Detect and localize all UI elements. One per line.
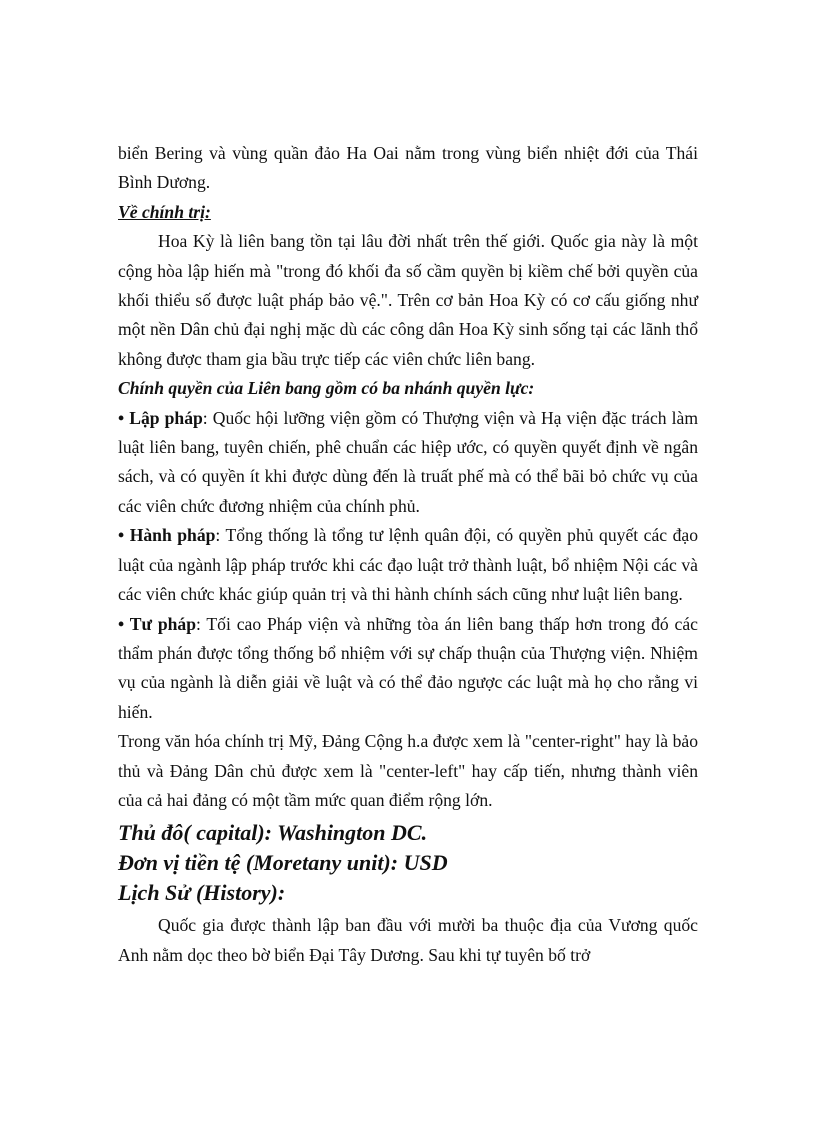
- bullet-mark: •: [118, 525, 125, 546]
- bullet-mark: •: [118, 407, 125, 428]
- branch-text: : Tối cao Pháp viện và những tòa án liên bang thấp hơn trong đó các thẩm phán được tổng thống bổ nhiệm với sự chấp thuận của Thượng viện. Nhiệm vụ của ngành là diễn giải về luật và có thể đảo ngược các luật mà họ cho rằng vi hiến.: [118, 613, 698, 722]
- bullet-mark: •: [118, 613, 125, 634]
- branch-term: Lập pháp: [129, 407, 203, 428]
- politics-paragraph: Hoa Kỳ là liên bang tồn tại lâu đời nhất trên thế giới. Quốc gia này là một cộng hòa lập hiến mà "trong đó khối đa số cầm quyền bị kiềm chế bởi quyền của khối thiểu số được luật pháp bảo vệ.". Trên cơ bản Hoa Kỳ có cơ cấu giống như một nền Dân chủ đại nghị mặc dù các công dân Hoa Kỳ sinh sống tại các lãnh thổ không được tham gia bầu trực tiếp các viên chức liên bang.: [118, 231, 698, 369]
- politics-closing: Trong văn hóa chính trị Mỹ, Đảng Cộng h.a được xem là "center-right" hay là bảo thủ và Đảng Dân chủ được xem là "center-left" hay cấp tiến, nhưng thành viên của cả hai đảng có một tầm mức quan điểm rộng lớn.: [118, 731, 698, 810]
- branch-text: : Quốc hội lưỡng viện gồm có Thượng viện và Hạ viện đặc trách làm luật liên bang, tuyên chiến, phê chuẩn các hiệp ước, có quyền quyết định về ngân sách, và có quyền ít khi được dùng đến là truất phế mà có thể bãi bỏ chức vụ của các viên chức đương nhiệm của chính phủ.: [118, 407, 699, 516]
- politics-heading: Về chính trị:: [118, 201, 211, 222]
- document-body: [118, 139, 698, 970]
- branch-term: Hành pháp: [129, 525, 216, 546]
- history-paragraph: Quốc gia được thành lập ban đầu với mười ba thuộc địa của Vương quốc Anh nằm dọc theo bờ biển Đại Tây Dương. Sau khi tự tuyên bố trở: [118, 915, 698, 965]
- branches-heading: Chính quyền của Liên bang gồm có ba nhánh quyền lực:: [118, 378, 535, 399]
- branch-text: : Tổng thống là tổng tư lệnh quân đội, có quyền phủ quyết các đạo luật của ngành lập pháp trước khi các đạo luật trở thành luật, bổ nhiệm Nội các và các viên chức khác giúp quản trị và thi hành chính sách cũng như luật liên bang.: [118, 525, 698, 605]
- branch-legislative: [118, 404, 698, 522]
- branch-executive: [118, 521, 698, 609]
- branch-judicial: [118, 610, 698, 728]
- intro-paragraph: biển Bering và vùng quần đảo Ha Oai nằm trong vùng biển nhiệt đới của Thái Bình Dương.: [118, 143, 698, 193]
- capital-heading: Thủ đô( capital): Washington DC.: [118, 820, 428, 846]
- branch-term: Tư pháp: [129, 613, 196, 634]
- history-heading: Lịch Sử (History):: [118, 880, 286, 906]
- currency-heading: Đơn vị tiền tệ (Moretany unit): USD: [118, 850, 448, 876]
